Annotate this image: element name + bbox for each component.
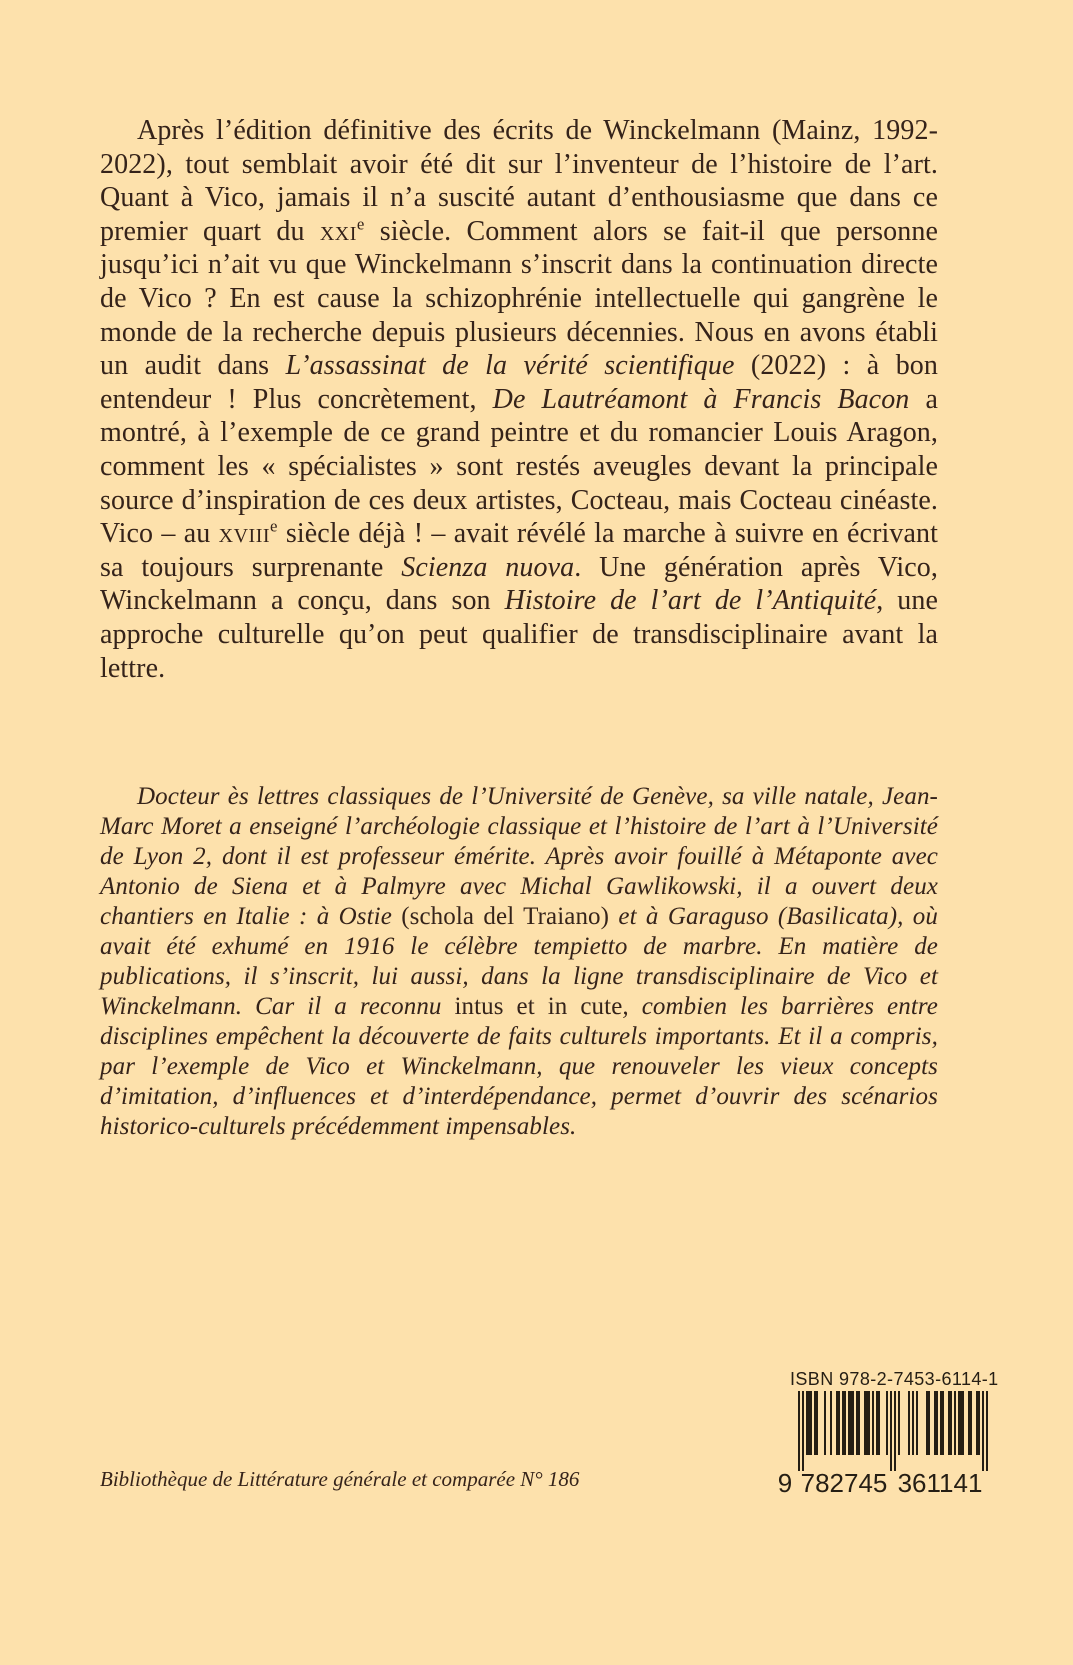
text-segment-superscript: e <box>270 516 278 536</box>
text-segment-roman: (schola del Traiano) <box>401 903 610 930</box>
barcode-digit-group-1: 9 <box>777 1468 793 1495</box>
text-segment-roman: , une approche culturelle qu’on peut qualifier de transdisciplinaire avant la lettre. <box>100 585 939 684</box>
barcode-bar <box>802 1391 804 1471</box>
barcode-bar <box>986 1391 988 1471</box>
barcode-bar <box>948 1391 952 1455</box>
barcode-bar <box>912 1391 914 1455</box>
barcode-bar <box>934 1391 938 1455</box>
barcode-bar <box>908 1391 910 1455</box>
text-segment-roman: siècle. Comment alors se fait-il que personne jusqu’ici n’ait vu que Winckelmann s’inscrit dans la continuation directe de Vico ? En est cause la schizophrénie intellectuelle qui gangrène le monde de la recherche depuis plusieurs décennies. Nous en avons établi un audit dans <box>100 215 938 382</box>
barcode-bar <box>890 1391 892 1471</box>
text-segment-italic: L’assassinat de la vérité scientifique <box>285 350 735 382</box>
barcode-bar <box>894 1391 896 1471</box>
barcode-bar <box>886 1391 888 1455</box>
text-segment-roman: Après l’édition définitive des écrits de Winckelmann (Mainz, 1992-2022), tout semblait avoir été dit sur l’inventeur de l’histoire de l’art. Quant à Vico, jamais il n’a suscité autant d’enthousiasme que dans ce premier quart du <box>100 115 938 247</box>
barcode-bar <box>976 1391 980 1455</box>
text-segment-smallcaps: xxi <box>319 215 357 247</box>
text-segment-roman: intus et in cute <box>454 993 623 1020</box>
barcode-digit-group-3: 361141 <box>897 1468 983 1495</box>
text-segment-italic: De Lautréamont à Francis Bacon <box>492 383 910 415</box>
barcode-bar <box>898 1391 900 1455</box>
text-segment-italic: Histoire de l’art de l’Antiquité <box>504 585 877 617</box>
barcode-bar <box>806 1391 812 1455</box>
author-bio-paragraph <box>100 782 938 1142</box>
text-segment-italic: Docteur ès lettres classiques de l’Université de Genève, sa ville natale, Jean-Marc Moret a enseigné l’archéologie classique et l’histoire de l’art à l’Université de Lyon 2, dont il est professeur émérite. Après avoir fouillé à Métaponte avec Antonio de Siena et à Palmyre avec Michal Gawlikowski, il a ouvert deux chantiers en Italie : à Ostie <box>100 783 938 930</box>
text-segment-roman: (2022) : à bon entendeur ! Plus concrètement, <box>100 350 938 415</box>
barcode-digit-group-2: 782745 <box>800 1468 888 1495</box>
blurb-paragraph <box>100 114 938 685</box>
barcode-bar <box>836 1391 840 1455</box>
text-segment-italic: , combien les barrières entre disciplines empêchent la découverte de faits culturels importants. Et il a compris, par l’exemple de Vico et Winckelmann, que renouveler les vieux concepts d’imitation, d’influences et d’interdépendance, permet d’ouvrir des scénarios historico-culturels précédemment impensables. <box>100 993 938 1140</box>
ean13-barcode-icon <box>772 1391 988 1495</box>
barcode-bar <box>798 1391 800 1471</box>
barcode-bar <box>940 1391 944 1455</box>
barcode-bars <box>798 1391 988 1471</box>
barcode-bar <box>926 1391 930 1455</box>
text-segment-superscript: e <box>356 214 365 234</box>
barcode-bar <box>856 1391 860 1455</box>
text-segment-italic: et à Garaguso (Basilicata), où avait été exhumé en 1916 le célèbre tempietto de marbre. En matière de publications, il s’inscrit, lui aussi, dans la ligne transdisciplinaire de Vico et Winckelmann. Car il a reconnu <box>100 903 939 1020</box>
barcode-bar <box>916 1391 918 1455</box>
isbn-number: ISBN 978-2-7453-6114-1 <box>790 1369 999 1389</box>
barcode-bar <box>872 1391 874 1455</box>
barcode-bar <box>842 1391 846 1455</box>
barcode-bar <box>982 1391 984 1471</box>
series-title: Bibliothèque de Littérature générale et comparée N° 186 <box>100 1467 580 1491</box>
text-segment-smallcaps: xviii <box>218 518 271 550</box>
barcode-bar <box>968 1391 972 1455</box>
barcode-bar <box>958 1391 964 1455</box>
barcode-bar <box>848 1391 854 1455</box>
text-segment-italic: Scienza nuova <box>401 551 575 583</box>
barcode-bar <box>876 1391 880 1455</box>
text-segment-roman: siècle déjà ! – avait révélé la marche à suivre en écrivant sa toujours surprenante <box>100 518 938 583</box>
barcode-bar <box>830 1391 832 1455</box>
text-segment-roman: a montré, à l’exemple de ce grand peintre et du romancier Louis Aragon, comment les « spécialistes » sont restés aveugles devant la principale source d’inspiration de ces deux artistes, Cocteau, mais Cocteau cinéaste. Vico – au <box>100 383 938 550</box>
barcode-bar <box>824 1391 826 1455</box>
barcode-bar <box>814 1391 818 1455</box>
barcode-bar <box>954 1391 956 1455</box>
text-segment-roman: . Une génération après Vico, Winckelmann a conçu, dans son <box>100 551 938 617</box>
barcode-bar <box>864 1391 870 1455</box>
